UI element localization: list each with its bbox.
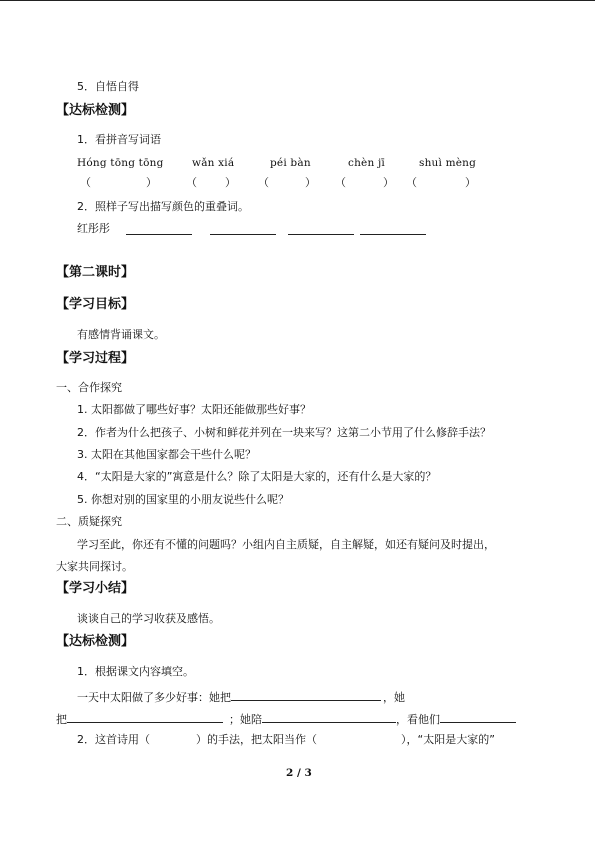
q2-title: 2．照样子写出描写颜色的重叠词。	[77, 200, 249, 213]
t2-text-b: ）的手法，把太阳当作（	[196, 733, 317, 746]
blank-4[interactable]	[360, 222, 426, 239]
pinyin-4: chèn jī	[348, 157, 385, 169]
paren-open-3: （	[258, 176, 269, 189]
paren-close-2: ）	[225, 176, 236, 189]
pinyin-3: péi bàn	[270, 157, 311, 169]
t1-blank-4[interactable]	[440, 710, 516, 723]
pinyin-5: shuì mèng	[419, 157, 477, 169]
q2-example: 红彤彤	[77, 222, 110, 235]
question-5: 5. 你想对别的国家里的小朋友说些什么呢？	[77, 493, 289, 506]
t1-line-1	[77, 688, 405, 705]
goal-text: 有感情背诵课文。	[77, 328, 165, 341]
pinyin-2: wǎn xiá	[192, 157, 235, 169]
question-1: 1. 太阳都做了哪些好事？太阳还能做那些好事？	[77, 403, 311, 416]
lesson-2-heading: 【第二课时】	[56, 265, 135, 280]
paren-open-1: （	[80, 176, 91, 189]
summary-heading: 【学习小结】	[56, 581, 135, 596]
paren-close-1: ）	[146, 176, 157, 189]
t1-text-b: ，她	[383, 691, 405, 704]
item-5: 5．自悟自得	[77, 80, 139, 93]
blank-2[interactable]	[210, 222, 276, 239]
paren-open-4: （	[335, 176, 346, 189]
t2-text-c: ），“太阳是大家的”	[401, 733, 495, 746]
paren-close-5: ）	[465, 176, 476, 189]
paren-open-5: （	[406, 176, 417, 189]
t1-blank-3[interactable]	[262, 710, 396, 723]
process-heading: 【学习过程】	[56, 351, 135, 366]
blank-1[interactable]	[126, 222, 192, 239]
q1-title: 1．看拼音写词语	[77, 133, 161, 146]
t1-text-e: ，看他们	[396, 713, 440, 726]
paren-close-3: ）	[305, 176, 316, 189]
section-heading-test-1: 【达标检测】	[56, 103, 135, 118]
t1-text-a: 一天中太阳做了多少好事：她把	[77, 691, 231, 704]
t1-blank-1[interactable]	[231, 688, 381, 701]
question-3: 3. 太阳在其他国家都会干些什么呢？	[77, 448, 256, 461]
t1-text-c: 把	[56, 713, 67, 726]
section-heading-test-2: 【达标检测】	[56, 634, 135, 649]
paren-open-2: （	[186, 176, 197, 189]
section-2-title: 二、质疑探究	[56, 515, 122, 528]
question-4: 4．“太阳是大家的”寓意是什么？除了太阳是大家的，还有什么是大家的？	[77, 470, 437, 483]
paren-close-4: ）	[383, 176, 394, 189]
t1-text-d: ；她陪	[229, 713, 262, 726]
goal-heading: 【学习目标】	[56, 297, 135, 312]
top-rule	[0, 0, 595, 1]
section-1-title: 一、合作探究	[56, 381, 122, 394]
pinyin-1: Hóng tōng tōng	[77, 157, 164, 169]
t1-title: 1．根据课文内容填空。	[77, 665, 194, 678]
t2-line	[77, 733, 495, 747]
t2-text-a: 2．这首诗用（	[77, 733, 150, 746]
t1-line-2	[56, 710, 516, 727]
question-2: 2．作者为什么把孩子、小树和鲜花并列在一块来写？这第二小节用了什么修辞手法？	[77, 426, 491, 439]
section-2-line-2: 大家共同探讨。	[56, 560, 133, 573]
t1-blank-2[interactable]	[67, 710, 223, 723]
section-2-line-1: 学习至此，你还有不懂的问题吗？小组内自主质疑，自主解疑，如还有疑问及时提出，	[77, 538, 495, 551]
summary-text: 谈谈自己的学习收获及感悟。	[77, 612, 220, 625]
blank-3[interactable]	[288, 222, 354, 239]
page-number: 2 / 3	[286, 767, 312, 779]
